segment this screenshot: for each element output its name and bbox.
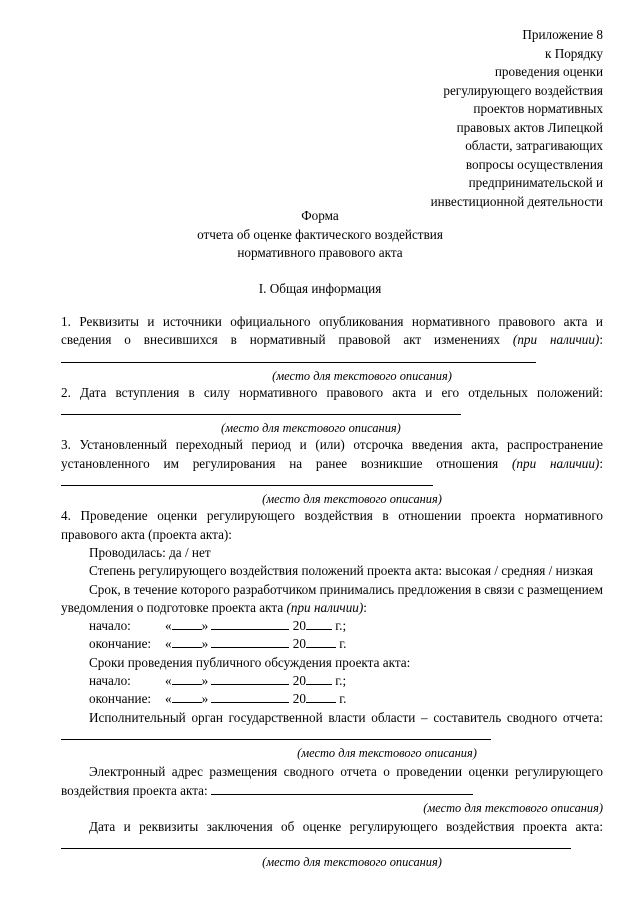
section-heading: I. Общая информация xyxy=(258,281,382,296)
item-4: 4. Проведение оценки регулирующего воздействия в отношении проекта нормативного правового акта (проекта акта): xyxy=(61,508,603,542)
appendix-line: предпринимательской и xyxy=(468,175,603,190)
item-1-field[interactable] xyxy=(61,350,536,363)
item-3-text: 3. Установленный переходный период и (или) отсрочка введения акта, распространение установленного им регулирования на ранее возникшие отношения xyxy=(61,437,603,471)
date-close: » xyxy=(201,673,209,689)
public-end-row xyxy=(61,690,603,708)
public-start-day-field[interactable] xyxy=(172,672,202,685)
date-close: » xyxy=(201,691,209,707)
appendix-line: регулирующего воздействия xyxy=(443,82,603,98)
item-4-conclusion xyxy=(61,818,603,855)
start-day-field[interactable] xyxy=(172,617,202,630)
form-body xyxy=(61,313,603,870)
item-4-degree: Степень регулирующего воздействия положений проекта акта: высокая / средняя / низкая xyxy=(89,563,594,579)
start-label: начало: xyxy=(89,618,131,634)
date-open: « xyxy=(165,636,172,652)
item-2-text: 2. Дата вступления в силу нормативного правового акта и его отдельных положений: xyxy=(61,384,603,400)
year-suffix: г.; xyxy=(335,618,347,634)
start-month-field[interactable] xyxy=(211,617,289,630)
appendix-line: инвестиционной деятельности xyxy=(430,193,603,209)
appendix-line: к Порядку xyxy=(544,45,603,61)
year-suffix: г. xyxy=(339,691,347,707)
executor-caption: (место для текстового описания) xyxy=(297,746,477,761)
item-4-period xyxy=(61,581,603,618)
item-1-note: (при наличии) xyxy=(512,332,600,348)
item-3 xyxy=(61,436,603,491)
year-prefix: 20 xyxy=(292,636,306,652)
form-title-line-2: отчета об оценке фактического воздействия xyxy=(197,226,443,242)
appendix-line: проведения оценки xyxy=(494,64,603,79)
item-4-period-text: Срок, в течение которого разработчиком принимались предложения в связи с размещением уведомления о подготовке проекта акта xyxy=(61,581,603,615)
public-start-month-field[interactable] xyxy=(211,672,289,685)
start-year-field[interactable] xyxy=(306,617,332,630)
form-title-line-3: нормативного правового акта xyxy=(237,245,403,260)
form-title xyxy=(0,207,640,263)
email-caption: (место для текстового описания) xyxy=(423,800,603,815)
item-3-note: (при наличии) xyxy=(512,455,600,471)
appendix-line: вопросы осуществления xyxy=(465,156,603,172)
item-4-conducted: Проводилась: да / нет xyxy=(89,544,211,560)
appendix-header xyxy=(343,26,603,211)
item-4-period-colon: : xyxy=(363,599,367,615)
public-end-month-field[interactable] xyxy=(211,690,289,703)
item-1-colon: : xyxy=(599,332,603,348)
public-start-year-field[interactable] xyxy=(306,672,332,685)
item-4-period-note: (при наличии) xyxy=(286,599,364,615)
end-label: окончание: xyxy=(89,691,152,707)
end-month-field[interactable] xyxy=(211,635,289,648)
public-end-year-field[interactable] xyxy=(306,690,336,703)
executor-field[interactable] xyxy=(61,727,491,740)
item-3-caption: (место для текстового описания) xyxy=(262,492,442,507)
end-day-field[interactable] xyxy=(172,635,202,648)
email-text: Электронный адрес размещения сводного отчета о проведении оценки регулирующего воздействия проекта акта: xyxy=(61,764,603,798)
email-field[interactable] xyxy=(211,782,473,795)
item-1 xyxy=(61,313,603,368)
item-1-caption: (место для текстового описания) xyxy=(272,368,452,383)
appendix-line: Приложение 8 xyxy=(522,27,603,42)
date-open: « xyxy=(165,691,172,707)
item-4-executor xyxy=(61,709,603,746)
item-2-field[interactable] xyxy=(61,402,461,415)
start-label: начало: xyxy=(89,673,131,689)
item-2 xyxy=(61,384,603,421)
conclusion-caption: (место для текстового описания) xyxy=(262,855,442,870)
item-4-public-period: Сроки проведения публичного обсуждения проекта акта: xyxy=(89,654,411,670)
executor-text: Исполнительный орган государственной власти области – составитель сводного отчета: xyxy=(89,709,603,725)
item-2-caption: (место для текстового описания) xyxy=(221,421,401,436)
end-year-field[interactable] xyxy=(306,635,336,648)
year-suffix: г. xyxy=(339,636,347,652)
date-close: » xyxy=(201,618,209,634)
end-label: окончание: xyxy=(89,636,152,652)
appendix-line: области, затрагивающих xyxy=(465,138,603,153)
year-prefix: 20 xyxy=(292,673,306,689)
date-open: « xyxy=(165,673,172,689)
year-prefix: 20 xyxy=(292,618,306,634)
public-start-row xyxy=(61,672,603,690)
form-title-line-1: Форма xyxy=(301,208,339,223)
conclusion-text: Дата и реквизиты заключения об оценке регулирующего воздействия проекта акта: xyxy=(89,818,603,834)
appendix-line: проектов нормативных xyxy=(473,101,603,116)
item-3-colon: : xyxy=(599,455,603,471)
date-close: » xyxy=(201,636,209,652)
appendix-line: правовых актов Липецкой xyxy=(456,119,603,135)
period-end-row xyxy=(61,635,603,653)
item-4-email xyxy=(61,763,603,800)
item-3-field[interactable] xyxy=(61,473,433,486)
year-suffix: г.; xyxy=(335,673,347,689)
item-1-text: 1. Реквизиты и источники официального опубликования нормативного правового акта и сведения о внесившихся в нормативный правовой акт изменениях xyxy=(61,314,603,348)
period-start-row xyxy=(61,617,603,635)
year-prefix: 20 xyxy=(292,691,306,707)
date-open: « xyxy=(165,618,172,634)
conclusion-field[interactable] xyxy=(61,836,571,849)
public-end-day-field[interactable] xyxy=(172,690,202,703)
